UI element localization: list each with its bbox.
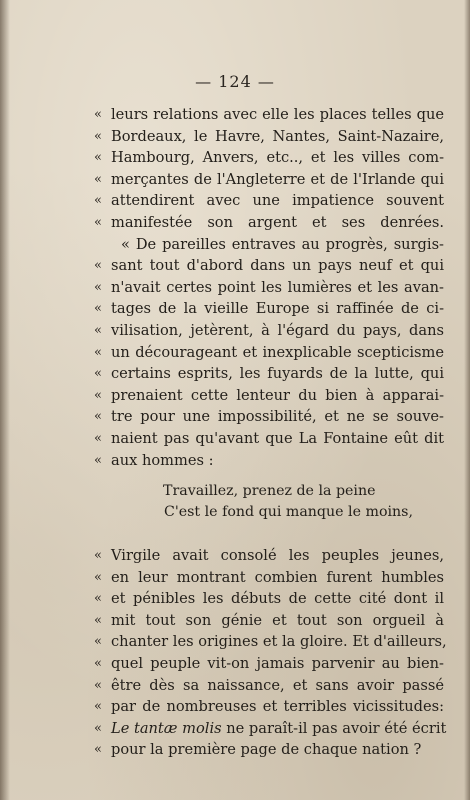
line-text: Virgile avait consolé les peuples jeunes, bbox=[111, 547, 444, 565]
line-text-rest: ne paraît-il pas avoir été écrit bbox=[221, 719, 447, 737]
text-line bbox=[94, 610, 444, 632]
guillemet: « bbox=[94, 107, 102, 122]
guillemet: « bbox=[94, 214, 102, 230]
line-text: attendirent avec une impatience souvent bbox=[111, 192, 444, 210]
page-edge-right bbox=[464, 0, 470, 800]
verse-quote bbox=[94, 471, 444, 537]
guillemet: « bbox=[94, 322, 102, 338]
guillemet: « bbox=[94, 569, 102, 585]
guillemet: « bbox=[94, 387, 102, 403]
guillemet: « bbox=[94, 720, 102, 736]
line-text: sant tout d'abord dans un pays neuf et qui bbox=[111, 257, 444, 275]
text-line bbox=[94, 567, 444, 589]
text-line bbox=[94, 104, 444, 126]
line-text: mit tout son génie et tout son orgueil à bbox=[111, 611, 444, 629]
text-line bbox=[94, 385, 444, 407]
guillemet: « bbox=[94, 612, 102, 628]
line-text: vilisation, jetèrent, à l'égard du pays, dans bbox=[111, 321, 444, 339]
text-line bbox=[94, 342, 444, 364]
line-text: en leur montrant combien furent humbles bbox=[111, 568, 444, 586]
line-text: leurs relations avec elle les places telles que bbox=[111, 106, 444, 123]
line-text: chanter les origines et la gloire. Et d'ailleurs, bbox=[111, 633, 447, 651]
text-line bbox=[94, 406, 444, 428]
text-line bbox=[94, 675, 444, 697]
guillemet: « bbox=[94, 634, 102, 650]
text-line bbox=[94, 739, 444, 761]
text-line bbox=[94, 190, 444, 212]
paragraph-2 bbox=[94, 545, 447, 761]
text-line bbox=[94, 450, 444, 472]
text-line bbox=[94, 147, 444, 169]
page-number: — 124 — bbox=[195, 72, 275, 91]
guillemet: « bbox=[94, 344, 102, 360]
line-text: Bordeaux, le Havre, Nantes, Saint-Nazaire, bbox=[111, 127, 444, 145]
line-text: « De pareilles entraves au progrès, surgis- bbox=[121, 235, 444, 253]
line-text: manifestée son argent et ses denrées. bbox=[111, 213, 444, 231]
text-line bbox=[94, 631, 447, 653]
line-text bbox=[111, 718, 447, 740]
guillemet: « bbox=[94, 279, 102, 295]
verse-line: Travaillez, prenez de la peine bbox=[163, 483, 376, 500]
line-text: par de nombreuses et terribles vicissitudes: bbox=[111, 698, 444, 716]
verse-line: C'est le fond qui manque le moins, bbox=[164, 504, 413, 521]
text-line bbox=[94, 298, 444, 320]
text-line bbox=[94, 277, 444, 299]
guillemet: « bbox=[94, 258, 102, 274]
line-text: aux hommes : bbox=[111, 451, 214, 469]
line-text: naient pas qu'avant que La Fontaine eût dit bbox=[111, 429, 444, 447]
line-text: prenaient cette lenteur du bien à apparai- bbox=[111, 386, 444, 404]
line-text: tre pour une impossibilité, et ne se souve- bbox=[111, 408, 444, 426]
guillemet: « bbox=[94, 193, 102, 209]
guillemet: « bbox=[94, 677, 102, 693]
guillemet: « bbox=[94, 150, 102, 166]
line-text: être dès sa naissance, et sans avoir passé bbox=[111, 676, 444, 694]
paragraph-1 bbox=[94, 104, 444, 471]
text-line bbox=[94, 428, 444, 450]
text-line bbox=[94, 234, 444, 256]
guillemet: « bbox=[94, 366, 102, 382]
guillemet: « bbox=[94, 742, 102, 758]
text-line bbox=[94, 212, 444, 234]
line-text: quel peuple vit-on jamais parvenir au bien- bbox=[111, 655, 444, 673]
text-line bbox=[94, 169, 444, 191]
guillemet: « bbox=[94, 128, 102, 144]
line-text: n'avait certes point les lumières et les avan- bbox=[111, 278, 444, 296]
guillemet: « bbox=[94, 430, 102, 446]
line-text: merçantes de l'Angleterre et de l'Irlande qui bbox=[111, 170, 444, 188]
body-text bbox=[94, 104, 447, 761]
line-text: pour la première page de chaque nation ? bbox=[111, 741, 422, 759]
italic-phrase: Le tantæ molis bbox=[111, 719, 222, 737]
line-text: tages de la vieille Europe si raffinée de ci- bbox=[111, 300, 444, 318]
guillemet: « bbox=[94, 301, 102, 317]
text-line bbox=[94, 363, 444, 385]
line-text: et pénibles les débuts de cette cité dont il bbox=[111, 590, 444, 608]
guillemet: « bbox=[94, 409, 102, 425]
text-line bbox=[94, 255, 444, 277]
guillemet: « bbox=[94, 591, 102, 607]
page-edge-left bbox=[0, 0, 10, 800]
text-line bbox=[94, 588, 444, 610]
guillemet: « bbox=[94, 548, 102, 564]
text-line bbox=[94, 320, 444, 342]
guillemet: « bbox=[94, 656, 102, 672]
line-text: Hambourg, Anvers, etc.., et les villes com- bbox=[111, 149, 444, 167]
guillemet: « bbox=[94, 452, 102, 468]
text-line bbox=[94, 126, 444, 148]
text-line bbox=[94, 653, 444, 675]
line-text: certains esprits, les fuyards de la lutte, qui bbox=[111, 365, 444, 383]
guillemet: « bbox=[94, 699, 102, 715]
guillemet: « bbox=[94, 171, 102, 187]
text-line bbox=[94, 696, 444, 718]
text-line bbox=[94, 718, 447, 740]
text-line bbox=[94, 545, 444, 567]
line-text: un décourageant et inexplicable scepticisme bbox=[111, 343, 444, 361]
